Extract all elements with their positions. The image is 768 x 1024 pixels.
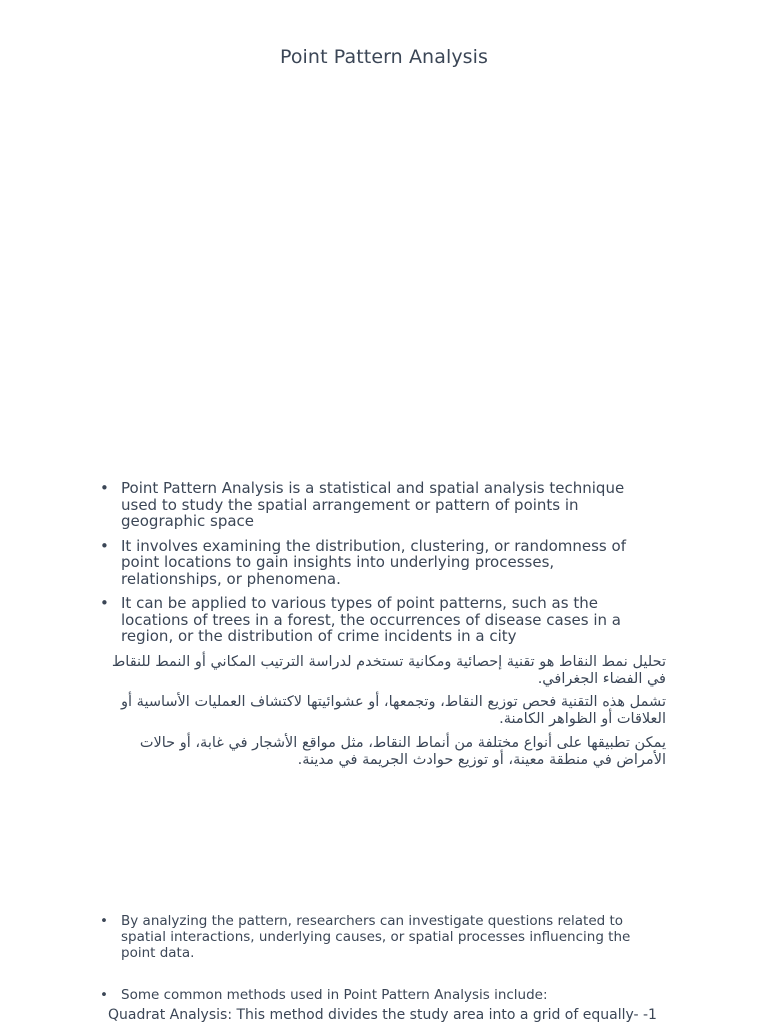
bullet-icon: •	[100, 594, 109, 612]
arabic-paragraph: تشمل هذه التقنية فحص توزيع النقاط، وتجمعها، أو عشوائيتها لاكتشاف العمليات الأساسية أو العلاقات أو الظواهر الكامنة.	[121, 694, 666, 727]
bullet-icon: •	[100, 913, 108, 929]
analysis-bullet-list	[0, 913, 768, 961]
list-item	[0, 480, 651, 530]
list-item	[0, 987, 651, 1003]
bullet-text: By analyzing the pattern, researchers can investigate questions related to spatial interactions, underlying causes, or spatial processes influencing the point data.	[121, 913, 631, 961]
bullet-icon: •	[100, 536, 109, 555]
methods-bullet-list	[0, 987, 768, 1003]
intro-bullet-list	[0, 480, 768, 653]
quadrat-analysis-line: Quadrat Analysis: This method divides the study area into a grid of equally- -1	[108, 1007, 657, 1023]
bullet-text: Some common methods used in Point Pattern Analysis include:	[121, 987, 548, 1003]
bullet-text: It involves examining the distribution, clustering, or randomness of point locations to gain insights into underlying processes, relationships, or phenomena.	[121, 536, 626, 588]
arabic-paragraph: تحليل نمط النقاط هو تقنية إحصائية ومكانية تستخدم لدراسة الترتيب المكاني أو النمط للنقاط في الفضاء الجغرافي.	[111, 654, 666, 687]
list-item	[0, 595, 651, 645]
list-item	[0, 538, 651, 588]
bullet-icon: •	[100, 987, 108, 1003]
bullet-text: It can be applied to various types of point patterns, such as the locations of trees in a forest, the occurrences of disease cases in a region, or the distribution of crime incidents in a city	[121, 594, 622, 645]
list-item	[0, 913, 661, 961]
bullet-icon: •	[100, 479, 109, 497]
arabic-paragraph: يمكن تطبيقها على أنواع مختلفة من أنماط النقاط، مثل مواقع الأشجار في غابة، أو حالات الأمراض في منطقة معينة، أو توزيع حوادث الجريمة في مدينة.	[139, 735, 666, 768]
bullet-text: Point Pattern Analysis is a statistical and spatial analysis technique used to study the spatial arrangement or pattern of points in geographic space	[121, 479, 625, 530]
page-title: Point Pattern Analysis	[279, 46, 489, 68]
